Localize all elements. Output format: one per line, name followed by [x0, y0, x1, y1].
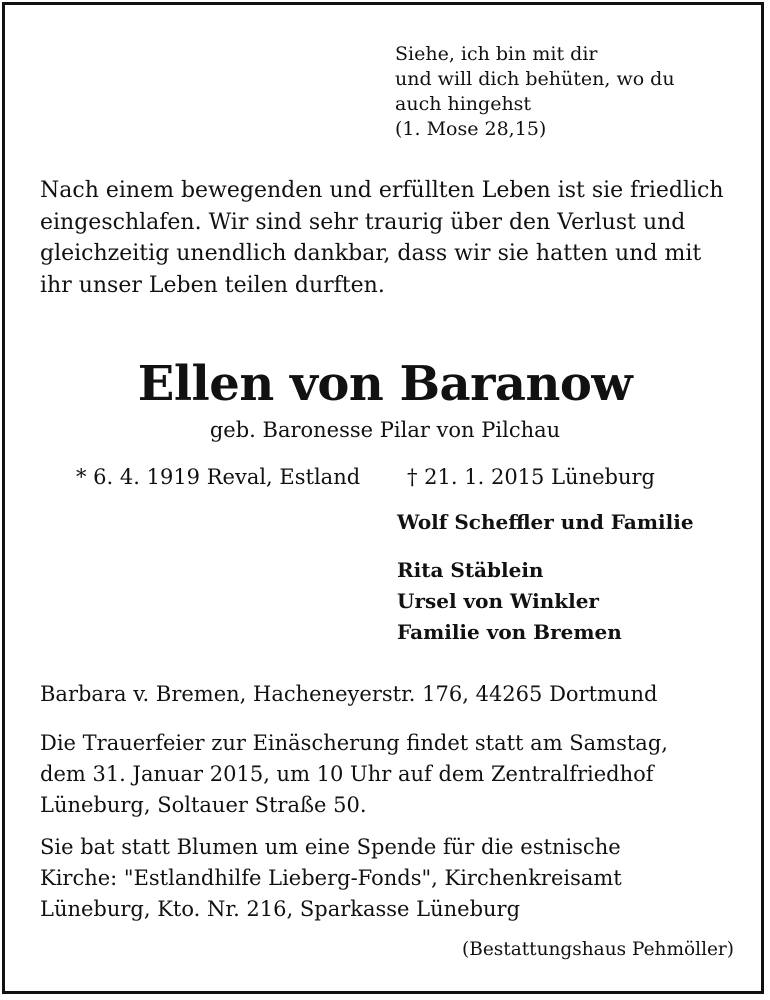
donation-line: Kirche: "Estlandhilfe Lieberg-Fonds", Kirchenkreisamt	[40, 866, 622, 890]
intro-line: eingeschlafen. Wir sind sehr traurig über den Verlust und	[40, 209, 686, 235]
donation-line: Lüneburg, Kto. Nr. 216, Sparkasse Lüneburg	[40, 897, 521, 921]
birth-date: * 6. 4. 1919 Reval, Estland	[76, 465, 361, 489]
ceremony-line: Lüneburg, Soltauer Straße 50.	[40, 793, 367, 817]
verse-line: Siehe, ich bin mit dir	[395, 43, 598, 65]
mourner-name: Rita Stäblein	[397, 558, 544, 582]
intro-line: gleichzeitig unendlich dankbar, dass wir sie hatten und mit	[40, 241, 702, 266]
birth-name: geb. Baronesse Pilar von Pilchau	[209, 418, 561, 442]
mourner-primary: Wolf Scheffler und Familie	[397, 510, 694, 534]
ceremony-paragraph	[40, 728, 668, 821]
verse-line: auch hingehst	[395, 93, 532, 115]
verse-line: und will dich behüten, wo du	[395, 68, 675, 90]
intro-line: ihr unser Leben teilen durften.	[40, 272, 385, 298]
mourner-list	[397, 555, 622, 648]
mourner-name: Ursel von Winkler	[397, 589, 599, 613]
deceased-name: Ellen von Baranow	[137, 356, 633, 412]
intro-paragraph	[40, 175, 724, 301]
intro-line: Nach einem bewegenden und erfüllten Leben ist sie friedlich	[40, 178, 724, 203]
ceremony-line: Die Trauerfeier zur Einäscherung findet statt am Samstag,	[40, 731, 668, 755]
donation-paragraph	[40, 832, 622, 925]
bible-verse	[395, 42, 675, 142]
verse-reference: (1. Mose 28,15)	[395, 118, 547, 140]
death-date: † 21. 1. 2015 Lüneburg	[407, 465, 655, 489]
mourner-name: Familie von Bremen	[397, 620, 622, 644]
ceremony-line: dem 31. Januar 2015, um 10 Uhr auf dem Zentralfriedhof	[40, 762, 654, 786]
contact-address: Barbara v. Bremen, Hacheneyerstr. 176, 44265 Dortmund	[40, 682, 658, 706]
funeral-home: (Bestattungshaus Pehmöller)	[462, 939, 734, 960]
donation-line: Sie bat statt Blumen um eine Spende für die estnische	[40, 835, 621, 859]
